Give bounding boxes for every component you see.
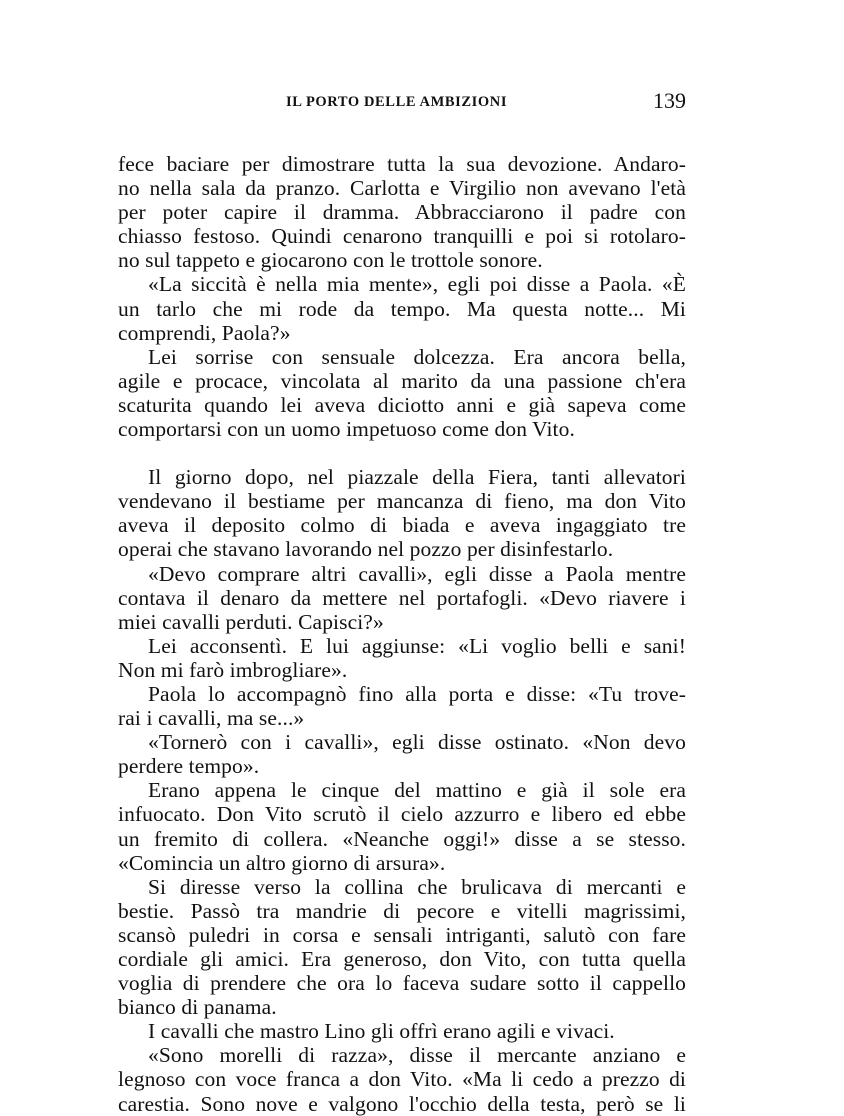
text-line: bestie. Passò tra mandrie di pecore e vitelli magrissimi, [118,898,686,923]
text-line: «Devo comprare altri cavalli», egli disse a Paola mentre [148,561,686,586]
text-line: Lei sorrise con sensuale dolcezza. Era ancora bella, [148,344,686,369]
text-line: no nella sala da pranzo. Carlotta e Virgilio non avevano l'età [118,176,686,201]
text-line: Il giorno dopo, nel piazzale della Fiera, tanti allevatori [148,465,686,490]
text-line: carestia. Sono nove e valgono l'occhio della testa, però se li [118,1091,686,1116]
text-line: un tarlo che mi rode da tempo. Ma questa notte... Mi [118,296,686,321]
text-line: no sul tappeto e giocarono con le trottole sonore. [118,248,543,273]
text-line: «Comincia un altro giorno di arsura». [118,850,446,875]
text-line: «Sono morelli di razza», disse il mercante anziano e [148,1043,686,1068]
page-header [118,88,686,122]
text-line: comprendi, Paola?» [118,320,291,345]
text-line: chiasso festoso. Quindi cenarono tranquilli e poi si rotolaro- [118,224,686,249]
text-line: operai che stavano lavorando nel pozzo per disinfestarlo. [118,537,614,562]
text-line: fece baciare per dimostrare tutta la sua devozione. Andaro- [118,152,686,176]
text-line: agile e procace, vincolata al marito da una passione ch'era [118,368,686,393]
text-line: «Tornerò con i cavalli», egli disse ostinato. «Non devo [148,730,686,755]
text-line: scaturita quando lei aveva diciotto anni e già sapeva come [118,392,686,417]
body-text [118,152,686,1116]
page-number: 139 [653,88,686,113]
text-line: perdere tempo». [118,754,260,779]
text-line: aveva il deposito colmo di biada e aveva ingaggiato tre [118,513,686,538]
text-line: voglia di prendere che ora lo faceva sudare sotto il cappello [118,971,686,996]
text-line: rai i cavalli, ma se...» [118,706,305,731]
text-line: Si diresse verso la collina che brulicava di mercanti e [148,874,686,899]
text-line: Erano appena le cinque del mattino e già il sole era [148,778,686,803]
text-line: infuocato. Don Vito scrutò il cielo azzurro e libero ed ebbe [118,802,686,827]
text-line: vendevano il bestiame per mancanza di fieno, ma don Vito [118,489,686,514]
running-title: IL PORTO DELLE AMBIZIONI [286,94,508,110]
text-line: un fremito di collera. «Neanche oggi!» disse a se stesso. [118,826,686,851]
page-margin [740,0,844,1064]
text-line: bianco di panama. [118,995,277,1020]
text-line: per poter capire il dramma. Abbracciarono il padre con [118,200,686,225]
text-line: miei cavalli perduti. Capisci?» [118,609,384,634]
text-line: legnoso con voce franca a don Vito. «Ma li cedo a prezzo di [118,1067,686,1092]
text-line: I cavalli che mastro Lino gli offrì erano agili e vivaci. [148,1019,615,1044]
text-line: scansò puledri in corsa e sensali intriganti, salutò con fare [118,922,686,947]
text-line: Non mi farò imbrogliare». [118,657,348,682]
text-line: cordiale gli amici. Era generoso, don Vito, con tutta quella [118,947,686,971]
text-line: «La siccità è nella mia mente», egli poi disse a Paola. «È [148,272,686,297]
text-line: Paola lo accompagnò fino alla porta e disse: «Tu trove- [148,681,686,706]
text-line: comportarsi con un uomo impetuoso come don Vito. [118,417,575,442]
text-line: contava il denaro da mettere nel portafogli. «Devo riavere i [118,585,686,610]
text-line: Lei acconsentì. E lui aggiunse: «Li voglio belli e sani! [148,633,686,658]
